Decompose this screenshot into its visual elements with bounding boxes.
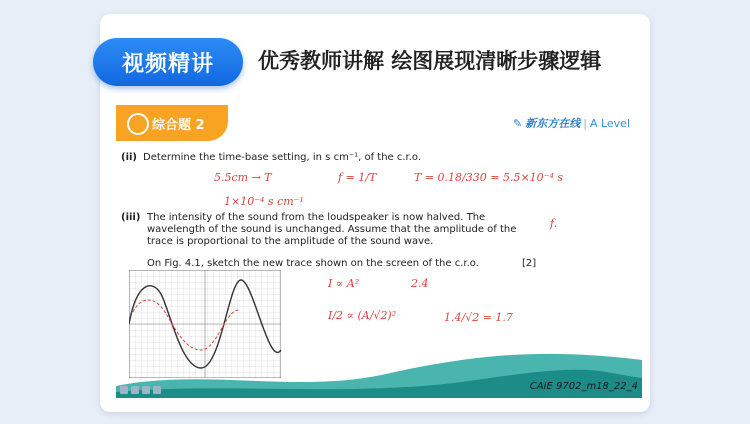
question-ii-text: Determine the time-base setting, in s cm⁻¹, of the c.r.o. — [143, 152, 422, 163]
note-frequency-formula: f = 1/T — [338, 171, 377, 184]
logo-icon: ✎ — [513, 116, 523, 130]
search-bubble-icon — [127, 113, 149, 135]
note-period-calc: T = 0.18/330 = 5.5×10⁻⁴ s — [414, 171, 564, 184]
brand-logo — [513, 115, 630, 131]
logo-suffix: A Level — [589, 116, 630, 130]
note-time-base: 1×10⁻⁴ s cm⁻¹ — [224, 195, 304, 208]
pen-icon[interactable] — [131, 386, 139, 394]
question-tag — [116, 105, 228, 141]
note-value: 2.4 — [411, 277, 429, 290]
page-icon[interactable] — [142, 386, 150, 394]
marks-label: [2] — [522, 258, 537, 269]
question-iii-number: (iii) — [121, 212, 141, 223]
note-period-distance: 5.5cm → T — [214, 171, 272, 184]
menu-icon[interactable] — [153, 386, 161, 394]
slide-toolbar — [120, 386, 161, 394]
tag-label: 综合题 2 — [152, 118, 205, 133]
question-iii-text: The intensity of the sound from the loudspeaker is now halved. The wavelength of the sound is unchanged. Assume that the amplitude of the trace is proportional to the amplitude of the sound wave. — [147, 212, 517, 247]
feature-subtitle: 优秀教师讲解 绘图展现清晰步骤逻辑 — [258, 49, 602, 73]
question-ii-number: (ii) — [121, 152, 137, 163]
note-halved-intensity: I/2 ∝ (A/√2)² — [328, 309, 397, 322]
note-margin: f. — [550, 217, 558, 230]
badge-label: 视频精讲 — [121, 51, 214, 77]
question-iii-instruction: On Fig. 4.1, sketch the new trace shown on the screen of the c.r.o. — [147, 258, 479, 269]
note-intensity-relation: I ∝ A² — [328, 277, 360, 290]
source-reference: CAIE 9702_m18_22_4 — [529, 381, 638, 392]
lecture-slide[interactable] — [116, 105, 642, 398]
logo-brand: 新东方在线 — [525, 117, 581, 130]
home-icon[interactable] — [120, 386, 128, 394]
note-new-amplitude: 1.4/√2 = 1.7 — [444, 311, 513, 324]
video-lecture-badge — [93, 38, 243, 86]
logo-separator: | — [583, 116, 587, 130]
